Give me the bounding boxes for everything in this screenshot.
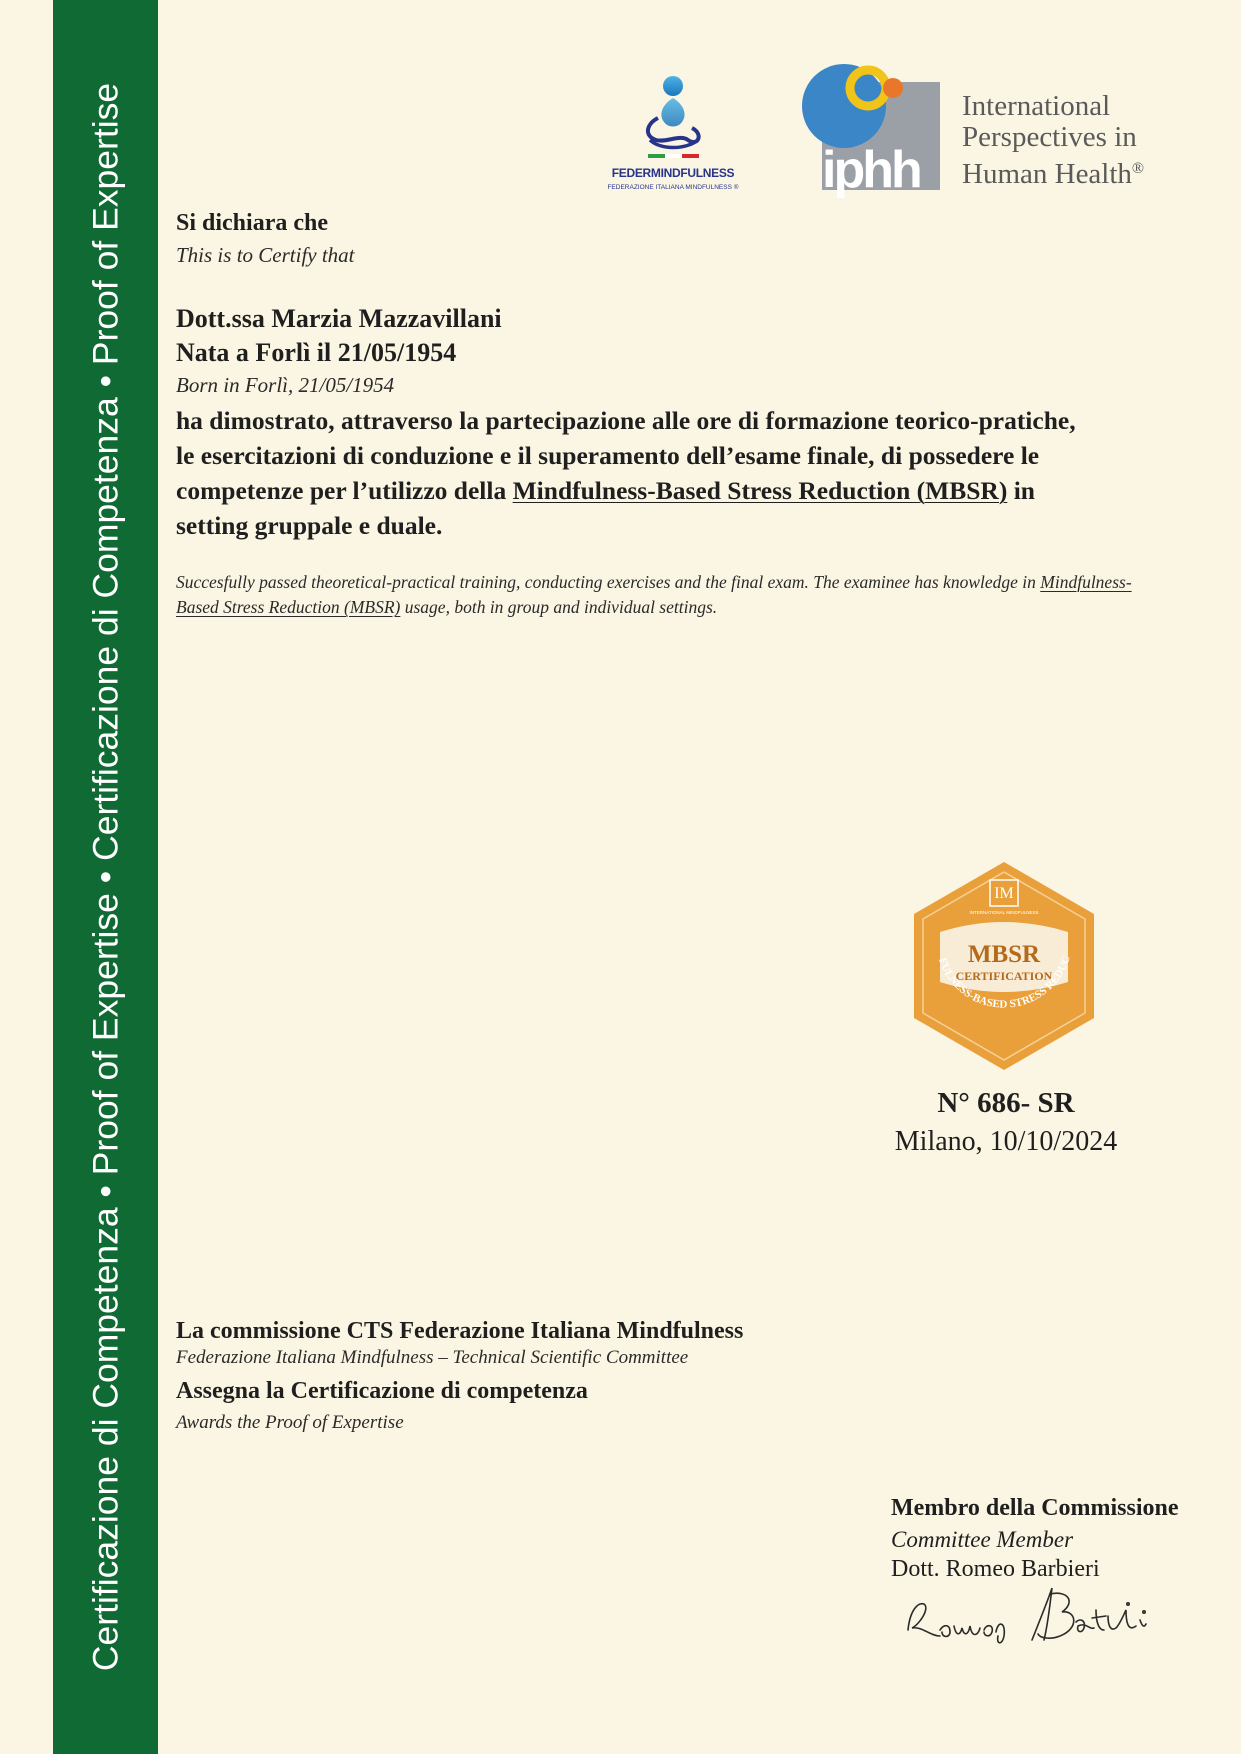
- signer-role-it: Membro della Commissione: [891, 1495, 1179, 1521]
- iphh-tagline: [962, 91, 1144, 190]
- birth-line-en: Born in Forlì, 21/05/1954: [176, 373, 395, 397]
- federmindfulness-subtitle: FEDERAZIONE ITALIANA MINDFULNESS ®: [607, 184, 739, 191]
- statement-it-mbsr: Mindfulness-Based Stress Reduction (MBSR): [512, 476, 1008, 505]
- federmindfulness-logo: [598, 74, 748, 198]
- awards-it: Assegna la Certificazione di competenza: [176, 1378, 588, 1404]
- badge-arc-text: FULNESS-BASED STRESS REDUC: [936, 954, 1073, 1011]
- certificate-number: N° 686- SR: [937, 1087, 1075, 1119]
- certificate-place-date: Milano, 10/10/2024: [894, 1126, 1118, 1157]
- certification-statement-it: [176, 403, 1096, 543]
- badge-emblem-sub: INTERNATIONAL MINDFULNESS: [969, 910, 1039, 915]
- registered-mark: ®: [1131, 160, 1145, 177]
- iphh-wordmark: iphh: [822, 141, 920, 199]
- sidebar-band: [53, 0, 158, 1754]
- badge-hexagon-icon: [910, 860, 1098, 1072]
- statement-it-part2: in setting gruppale e duale.: [176, 476, 1035, 540]
- mbsr-certification-badge: [910, 860, 1098, 1072]
- statement-en-part1: Succesfully passed theoretical-practical training, conducting exercises and the final exam. The examinee has knowledge in: [176, 572, 1041, 592]
- iphh-tagline-line3: Human Health: [962, 158, 1132, 190]
- signature-icon: [900, 1580, 1180, 1650]
- signer-name: Dott. Romeo Barbieri: [891, 1556, 1100, 1582]
- badge-emblem: IM: [994, 885, 1014, 902]
- sidebar-text: Certificazione di Competenza • Proof of Expertise • Certificazione di Competenza • Proof of Expertise: [85, 82, 125, 1672]
- birth-line-it: Nata a Forlì il 21/05/1954: [176, 338, 457, 367]
- intro-label-it: Si dichiara che: [176, 210, 329, 236]
- meditating-figure-icon: [628, 74, 718, 166]
- iphh-logo: [800, 58, 945, 199]
- intro-label-en: This is to Certify that: [176, 243, 355, 267]
- signer-role-en: Committee Member: [891, 1527, 1074, 1552]
- iphh-tagline-line1: International: [962, 90, 1111, 122]
- badge-subtitle: CERTIFICATION: [955, 969, 1053, 983]
- awards-en: Awards the Proof of Expertise: [176, 1412, 404, 1433]
- statement-en-part2: usage, both in group and individual settings.: [400, 597, 718, 617]
- recipient-name: Dott.ssa Marzia Mazzavillani: [176, 304, 502, 333]
- iphh-tagline-line2: Perspectives in: [962, 121, 1137, 153]
- committee-it: La commissione CTS Federazione Italiana Mindfulness: [176, 1318, 744, 1344]
- statement-en-mbsr: Mindfulness-Based Stress Reduction (MBSR): [176, 572, 1132, 617]
- federmindfulness-name: FEDERMINDFULNESS: [611, 166, 735, 180]
- handwritten-signature: [900, 1580, 1180, 1650]
- committee-en: Federazione Italiana Mindfulness – Technical Scientific Committee: [176, 1347, 689, 1368]
- statement-it-part1: ha dimostrato, attraverso la partecipazione alle ore di formazione teorico-pratiche, le esercitazioni di conduzione e il superamento dell’esame finale, di possedere le competenze per l’utilizzo della: [176, 406, 1076, 505]
- certification-statement-en: [176, 570, 1156, 620]
- badge-title: MBSR: [967, 941, 1041, 968]
